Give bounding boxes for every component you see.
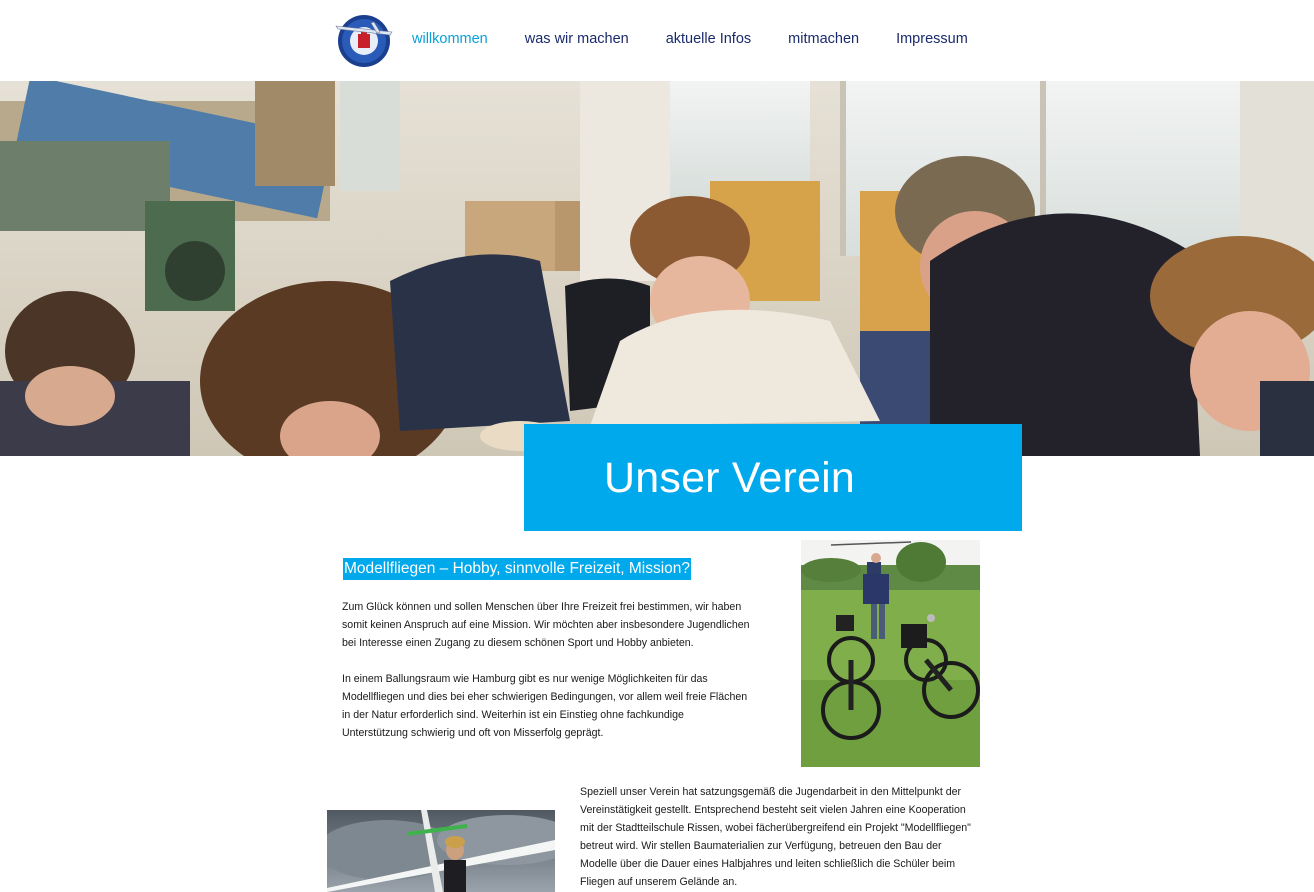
title-banner <box>524 424 1022 531</box>
hero-photo <box>0 81 1314 456</box>
photo-field-bikes <box>801 540 980 767</box>
site-header <box>0 0 1314 81</box>
intro-paragraph-2: In einem Ballungsraum wie Hamburg gibt es nur wenige Möglichkeiten für das Modellfliegen und dies bei eher schwierigen Bedingungen, vor allem weil freie Flächen in der Natur erforderlich sind. Weiterhin ist ein Einstieg ohne fachkundige Unterstützung schwierig und oft von Misserfolg geprägt. <box>342 673 748 740</box>
intro-paragraph-3: Speziell unser Verein hat satzungsgemäß die Jugendarbeit in den Mittelpunkt der Vereinstätigkeit gestellt. Entsprechend besteht seit vielen Jahren eine Kooperation mit der Stadtteilschule Rissen, wobei fächerübergreifend ein Projekt "Modellfliegen" betreut wird. Wir stellen Baumaterialien zur Verfügung, betreuen den Bau der Modelle über die Dauer eines Halbjahres und leiten schließlich die Schüler beim Fliegen auf unserem Gelände an. <box>580 786 971 889</box>
nav-item-mitmachen[interactable]: mitmachen <box>788 31 860 47</box>
nav-item-impressum[interactable]: Impressum <box>896 31 968 47</box>
intro-paragraph-1: Zum Glück können und sollen Menschen über Ihre Freizeit frei bestimmen, wir haben somit keinen Anspruch auf eine Mission. Wir möchten aber insbesondere Jugendlichen bei Interesse einen Zugang zu diesem schönen Sport und Hobby anbieten. <box>342 601 750 650</box>
nav-item-was-wir-machen[interactable]: was wir machen <box>524 31 629 47</box>
photo-glider <box>327 810 555 892</box>
nav-item-aktuelle-infos[interactable]: aktuelle Infos <box>665 31 752 47</box>
page-title: Unser Verein <box>604 454 855 502</box>
main-nav <box>412 31 1005 47</box>
nav-item-willkommen[interactable]: willkommen <box>412 31 488 47</box>
club-logo[interactable] <box>334 12 396 68</box>
section-heading: Modellfliegen – Hobby, sinnvolle Freizeit, Mission? <box>343 558 691 580</box>
